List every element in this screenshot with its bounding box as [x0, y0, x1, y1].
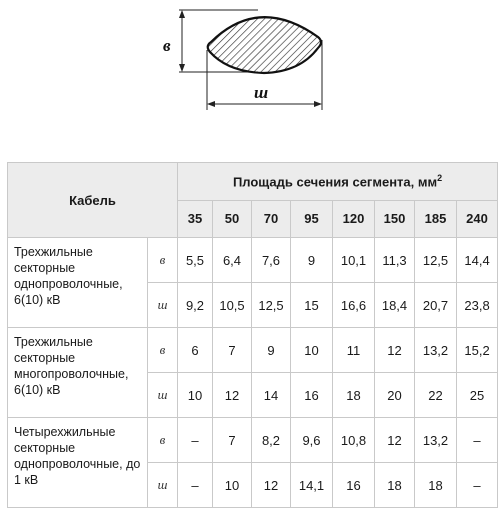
area-unit-superscript: 2 — [437, 173, 443, 184]
cable-description: Трехжильные секторные многопроволочные, 6(10) кВ — [8, 328, 148, 418]
table-cell: 25 — [457, 373, 498, 418]
table-cell: 9,6 — [291, 418, 333, 463]
table-cell: 6 — [178, 328, 213, 373]
height-dimension-label: в — [163, 36, 171, 55]
cable-description: Четырехжильные секторные однопроволочные, до 1 кВ — [8, 418, 148, 508]
table-cell: 16 — [291, 373, 333, 418]
table-cell: 23,8 — [457, 283, 498, 328]
table-cell: 13,2 — [415, 418, 457, 463]
width-dimension-label: ш — [254, 83, 269, 102]
table-cell: 12 — [252, 463, 291, 508]
table-cell: 20,7 — [415, 283, 457, 328]
table-cell: 14,1 — [291, 463, 333, 508]
table-row — [8, 238, 498, 283]
dimension-symbol: в — [148, 328, 178, 373]
table-cell: 18,4 — [375, 283, 415, 328]
table-cell: 6,4 — [213, 238, 252, 283]
area-column-header: 240 — [457, 200, 498, 238]
table-cell: 11,3 — [375, 238, 415, 283]
area-column-header: 150 — [375, 200, 415, 238]
table-cell: 22 — [415, 373, 457, 418]
cable-description: Трехжильные секторные однопроволочные, 6(10) кВ — [8, 238, 148, 328]
table-cell: – — [178, 463, 213, 508]
area-header-text: Площадь сечения сегмента, мм — [232, 174, 438, 190]
table-cell: 10,5 — [213, 283, 252, 328]
area-column-header: 95 — [291, 200, 333, 238]
dimension-symbol: ш — [148, 463, 178, 508]
area-column-header: 185 — [415, 200, 457, 238]
table-cell: – — [178, 418, 213, 463]
sector-dimensions-table — [7, 162, 498, 508]
table-cell: – — [457, 418, 498, 463]
table-cell: 7,6 — [252, 238, 291, 283]
table-cell: 10,8 — [333, 418, 375, 463]
sector-cross-section — [208, 17, 321, 73]
table-cell: 7 — [213, 418, 252, 463]
table-cell: 16,6 — [333, 283, 375, 328]
dimension-symbol: в — [148, 418, 178, 463]
dimension-symbol: ш — [148, 373, 178, 418]
area-column-header: 50 — [213, 200, 252, 238]
table-cell: 12 — [213, 373, 252, 418]
table-row — [8, 418, 498, 463]
table-cell: 9 — [252, 328, 291, 373]
table-cell: 10 — [291, 328, 333, 373]
table-cell: 10 — [213, 463, 252, 508]
table-cell: 10 — [178, 373, 213, 418]
table-cell: 16 — [333, 463, 375, 508]
table-cell: 7 — [213, 328, 252, 373]
table-cell: 11 — [333, 328, 375, 373]
table-cell: 14 — [252, 373, 291, 418]
table-cell: 18 — [375, 463, 415, 508]
table-cell: 5,5 — [178, 238, 213, 283]
table-cell: 14,4 — [457, 238, 498, 283]
table-cell: – — [457, 463, 498, 508]
area-column-header: 35 — [178, 200, 213, 238]
table-cell: 9,2 — [178, 283, 213, 328]
table-cell: 9 — [291, 238, 333, 283]
dimension-symbol: в — [148, 238, 178, 283]
area-column-header: 70 — [252, 200, 291, 238]
table-cell: 12 — [375, 328, 415, 373]
table-cell: 12,5 — [252, 283, 291, 328]
table-cell: 12,5 — [415, 238, 457, 283]
table-row — [8, 328, 498, 373]
sector-shape-drawing — [0, 0, 503, 125]
cable-column-header: Кабель — [8, 163, 178, 238]
table-cell: 18 — [333, 373, 375, 418]
table-cell: 13,2 — [415, 328, 457, 373]
table-cell: 20 — [375, 373, 415, 418]
area-column-header: 120 — [333, 200, 375, 238]
table-cell: 15,2 — [457, 328, 498, 373]
table-cell: 18 — [415, 463, 457, 508]
dimension-symbol: ш — [148, 283, 178, 328]
table-cell: 12 — [375, 418, 415, 463]
table-cell: 15 — [291, 283, 333, 328]
table-body — [8, 238, 498, 508]
table-cell: 10,1 — [333, 238, 375, 283]
table-cell: 8,2 — [252, 418, 291, 463]
area-header — [178, 163, 498, 201]
sector-diagram — [0, 0, 503, 125]
